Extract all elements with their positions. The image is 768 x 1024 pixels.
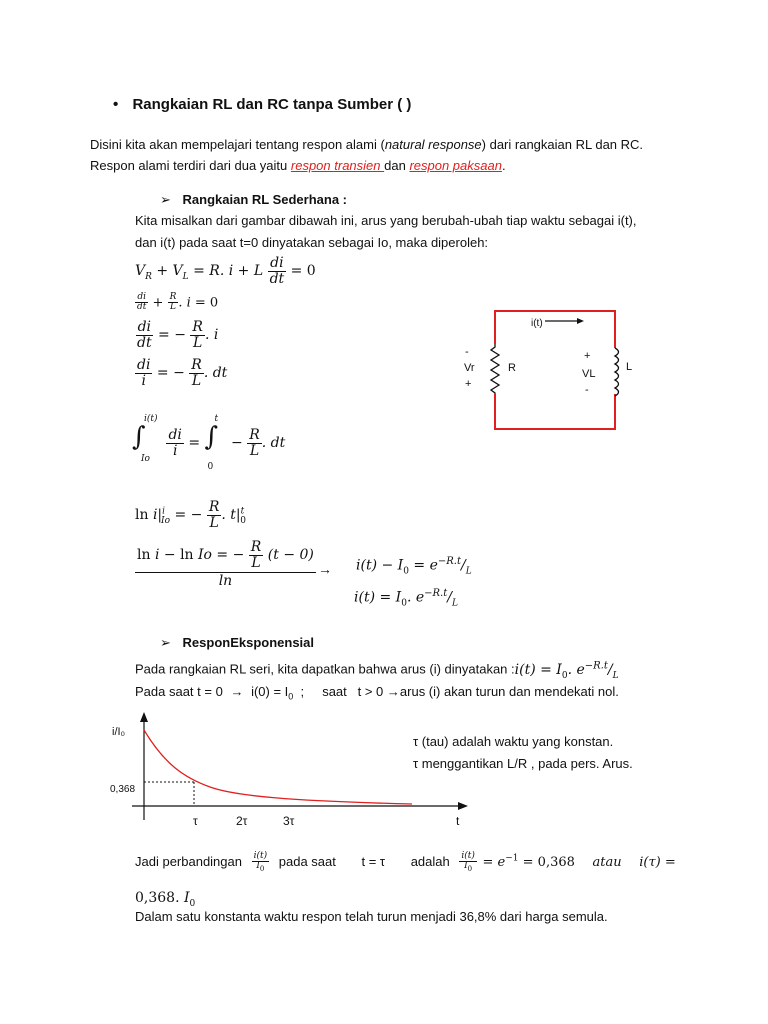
graph-x-tick: 2τ: [236, 814, 248, 828]
conclusion-line-1: Jadi perbandingan $\frac{i(t)}{I_0}$ pada saat t = τ adalah $\frac{i(t)}{I_0}$ = $e^{-1} = 0,368$ atau i(τ) =: [135, 851, 676, 874]
link-respon-transien[interactable]: respon transien: [290, 158, 385, 173]
vl-minus: -: [585, 384, 589, 396]
arrow-marker-icon: ➢: [160, 192, 171, 207]
equation-2: $\frac{di}{dt}$ + $\frac{R}{L}$ . i = 0: [137, 292, 219, 313]
tau-note-1: τ (tau) adalah waktu yang konstan.: [413, 734, 614, 749]
subsection-respon-eksponensial: [160, 635, 314, 651]
circuit-diagram: [460, 300, 640, 440]
graph-y-label: i/I₀: [112, 726, 126, 738]
graph-x-label: t: [456, 814, 460, 828]
ln-equation-2: ln i − ln Io = − $\frac{R}{L}$ (t − 0) ln: [137, 539, 314, 590]
sec2-paragraph-2: Pada saat $t = 0 \to i(0) = I_0$ ; saat t > 0 →arus (i) akan turun dan mendekati nol.: [135, 684, 619, 702]
subsection-title-2: ResponEksponensial: [182, 635, 315, 650]
intro-line-2: Respon alami terdiri dari dua yaitu respon transien dan respon paksaan.: [90, 158, 506, 173]
section-heading: [113, 96, 411, 113]
current-label: i(t): [531, 318, 543, 329]
integral-equation: ∫ i(t) Io $\frac{di}{i}$ = ∫ t 0 − $\frac{R}{L}$ . dt: [132, 414, 286, 472]
current-equation-1: $i(t) - I_0 = e^{-R.t}/_L$: [356, 556, 472, 577]
sec1-paragraph-1: Kita misalkan dari gambar dibawah ini, arus yang berubah-ubah tiap waktu sebagai i(t),: [135, 213, 637, 228]
current-arrow-head: [577, 318, 584, 324]
right-arrow-icon: →: [230, 684, 244, 699]
y-axis-arrow: [140, 712, 148, 722]
equation-1: $V_R + V_L = R$. i + L $\frac{di}{dt}$ = 0: [135, 255, 316, 287]
decay-curve: [144, 730, 412, 804]
equation-3: $\frac{di}{dt}$ = − $\frac{R}{L}$ . i: [137, 319, 219, 351]
vr-minus: -: [465, 346, 469, 358]
right-arrow-icon: →: [386, 684, 400, 699]
graph-x-tick: 3τ: [283, 814, 295, 828]
resistor-label: R: [508, 362, 516, 374]
natural-response-term: natural response: [384, 137, 482, 152]
x-axis-arrow: [458, 802, 468, 810]
inductor-label: L: [626, 361, 633, 373]
conclusion-line-3: Dalam satu konstanta waktu respon telah turun menjadi 36,8% dari harga semula.: [135, 909, 608, 924]
rl-circuit: [460, 300, 640, 440]
arrow-marker-icon: ➢: [160, 635, 171, 650]
vr-plus: +: [465, 378, 472, 390]
conclusion-line-2: 0,368. $I_0$: [135, 890, 196, 909]
sec2-paragraph-1: Pada rangkaian RL seri, kita dapatkan bahwa arus (i) dinyatakan :i(t) = $I_0$. $e^{-R.t}/_L$: [135, 660, 619, 681]
graph-x-tick: τ: [193, 814, 198, 828]
graph-y-tick: 0,368: [110, 784, 136, 795]
link-respon-paksaan[interactable]: respon paksaan: [409, 158, 502, 173]
vl-plus: +: [584, 350, 591, 362]
equation-4: $\frac{di}{i}$ = − $\frac{R}{L}$ . dt: [137, 357, 228, 389]
subsection-rl-sederhana: [160, 192, 347, 208]
vr-label: Vr: [464, 362, 475, 374]
heading-title: Rangkaian RL dan RC tanpa Sumber ( ): [132, 96, 412, 113]
current-equation-2: $i(t) = I_0$. $e^{-R.t}/_L$: [354, 588, 458, 609]
bullet: •: [113, 96, 119, 113]
implies-arrow: →: [318, 561, 332, 577]
tau-note-2: τ menggantikan L/R , pada pers. Arus.: [413, 756, 633, 771]
ln-equation-1: $\ln i|^i_{Io}$ = − $\frac{R}{L}$ . $t|^t_0$: [135, 499, 246, 531]
sec1-paragraph-2: dan i(t) pada saat t=0 dinyatakan sebagai Io, maka diperoleh:: [135, 235, 489, 250]
vl-label: VL: [582, 368, 596, 380]
subsection-title: Rangkaian RL Sederhana :: [182, 192, 348, 207]
intro-line-1: Disini kita akan mempelajari tentang respon alami (natural response) dari rangkaian RL dan RC.: [90, 137, 644, 152]
